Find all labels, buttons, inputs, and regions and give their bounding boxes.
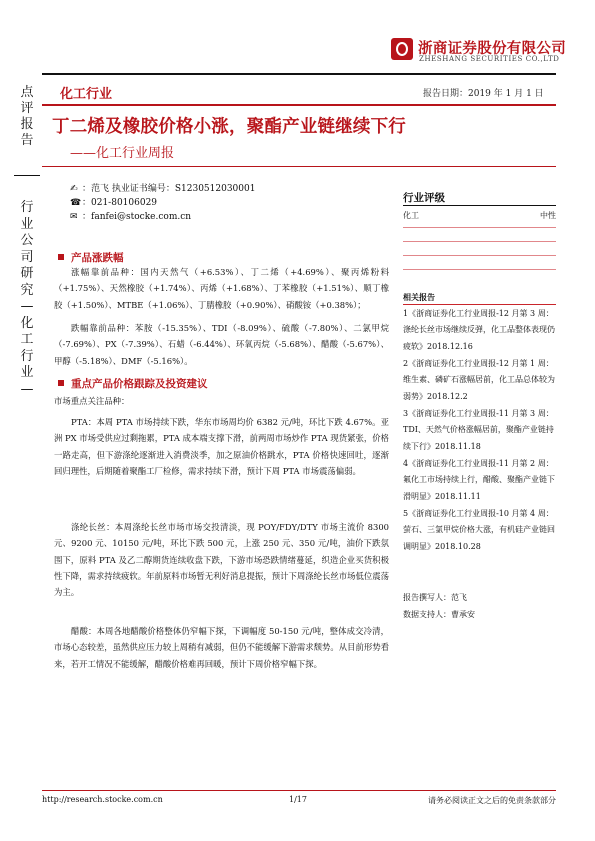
rating-divider	[403, 205, 556, 206]
side-divider	[14, 175, 40, 176]
related-report-item[interactable]: 3《浙商证券化工行业周报-11 月第 3 周：TDI、天然气价格涨幅居前，聚酯产业链持续下行》2018.11.18	[403, 409, 554, 451]
related-report-item[interactable]: 5《浙商证券化工行业周报-10 月第 4 周：萤石、三氯甲烷价格大涨，有机硅产业链回调明显》2018.10.28	[403, 509, 555, 551]
gainers-paragraph: 涨幅靠前品种：国内天然气（+6.53%）、丁二烯（+4.69%）、聚丙烯粉料（+1.75%）、天然橡胶（+1.74%）、丙烯（+1.68%）、丁苯橡胶（+1.51%）、顺丁橡胶（+1.50%）、MTBE（+1.06%）、丁腈橡胶（+0.90%）、硝酸铵（+0.38%）；	[54, 267, 389, 310]
person-icon: ✍	[70, 184, 78, 194]
author-name: ：范飞 执业证书编号：S1230512030001	[82, 184, 256, 194]
report-subtitle: ——化工行业周报	[70, 146, 175, 161]
author-phone: ：021-80106029	[82, 198, 158, 208]
disclaimer-note: 请务必阅读正文之后的免责条款部分	[428, 796, 556, 805]
acetic-acid-paragraph: 醋酸：本周各地醋酸价格整体仍窄幅下探，下调幅度 50-150 元/吨，整体成交冷清，市场心态较差，虽然供应压力较上周稍有减弱，但仍不能缓解下游需求颓势。从目前形势看来，若开工情况不能缓解，醋酸价格难再回暖，预计下周价格窄幅下探。	[54, 626, 389, 669]
losers-paragraph: 跌幅靠前品种：苯胺（-15.35%）、TDI（-8.09%）、硫酸（-7.80%）、二氯甲烷（-7.69%）、PX（-7.39%）、石蜡（-6.44%）、环氧丙烷（-5.68%）、醋酸（-5.67%）、甲醇（-5.18%）、DMF（-5.16%）。	[54, 323, 389, 366]
pta-paragraph: PTA：本周 PTA 市场持续下跌，华东市场周均价 6382 元/吨，环比下跌 4.67%。亚洲 PX 市场受供应过剩拖累，PTA 成本端支撑下滑，前两周市场炒作 PTA 现货紧张，价格一路走高，但下游涤纶逐渐进入消费淡季，加之原油价格跳水，PTA 价格快速回吐，逐渐回归理性，后期随着聚酯工厂检修，需求持续下滑，预计下周 PTA 市场震荡偏弱。	[54, 417, 389, 476]
related-report-item[interactable]: 2《浙商证券化工行业周报-12 月第 1 周：维生素、磷矿石涨幅居前，化工品总体较为弱势》2018.12.2	[403, 359, 555, 401]
company-logo-icon	[391, 38, 413, 60]
section-price-change-heading: 产品涨跌幅	[58, 250, 124, 265]
side-label-category: 行业公司研究—化工行业—	[20, 200, 34, 397]
bullet-square-icon	[58, 254, 64, 260]
filament-paragraph: 涤纶长丝：本周涤纶长丝市场市场交投清淡，现 POY/FDY/DTY 市场主流价 8300 元、9200 元、10150 元/吨，环比下跌 500 元，上涨 250 元、350 元/吨，油价下跌氛围下，原料 PTA 及乙二醇期货连续收盘下跌，下游市场恐跌情绪蔓延，织造企业买货积极性下降，需求持续疲软。年前原料市场暂无利好消息提振，预计下周涤纶长丝市场低位震荡为主。	[54, 522, 389, 598]
bullet-square-icon	[58, 380, 64, 386]
report-title: 丁二烯及橡胶价格小涨，聚酯产业链继续下行	[52, 117, 406, 137]
report-author: 报告撰写人：范飞	[403, 593, 467, 602]
related-report-item[interactable]: 4《浙商证券化工行业周报-11 月第 2 周：氟化工市场持续上行，醋酸、聚酯产业链下滑明显》2018.11.11	[403, 459, 555, 501]
rating-line	[403, 255, 556, 256]
rating-sector: 化工	[403, 211, 419, 220]
company-name-cn: 浙商证券股份有限公司	[418, 41, 566, 57]
rating-line	[403, 269, 556, 270]
author-name-row	[70, 181, 255, 194]
header-divider	[42, 73, 556, 75]
rating-title: 行业评级	[403, 192, 445, 204]
related-report-item[interactable]: 1《浙商证券化工行业周报-12 月第 3 周：涤纶长丝市场继续反弹，化工品整体表现仍疲软》2018.12.16	[403, 309, 555, 351]
author-email-row	[70, 209, 191, 222]
related-divider	[403, 304, 556, 305]
rating-value: 中性	[540, 211, 556, 220]
data-supporter: 数据支持人：曹承安	[403, 610, 475, 619]
report-date: 报告日期：2019 年 1 月 1 日	[423, 89, 544, 99]
industry-label: 化工行业	[60, 87, 113, 102]
rating-line	[403, 227, 556, 228]
phone-icon: ☎	[70, 198, 82, 208]
footer-divider	[42, 790, 556, 791]
author-phone-row	[70, 195, 157, 208]
email-icon: ✉	[70, 212, 78, 222]
section-tracking-heading: 重点产品价格跟踪及投资建议	[58, 376, 208, 391]
company-name-en: ZHESHANG SECURITIES CO.,LTD	[419, 55, 560, 63]
focus-intro: 市场重点关注品种：	[54, 396, 130, 406]
industry-divider	[42, 104, 556, 106]
title-divider	[42, 166, 556, 167]
related-reports-title: 相关报告	[403, 293, 435, 302]
side-label-report-type: 点评报告	[20, 85, 34, 148]
rating-line	[403, 241, 556, 242]
page-number: 1/17	[289, 795, 307, 804]
author-email[interactable]: ：fanfei@stocke.com.cn	[82, 212, 192, 222]
footer-url[interactable]: http://research.stocke.com.cn	[42, 795, 163, 804]
